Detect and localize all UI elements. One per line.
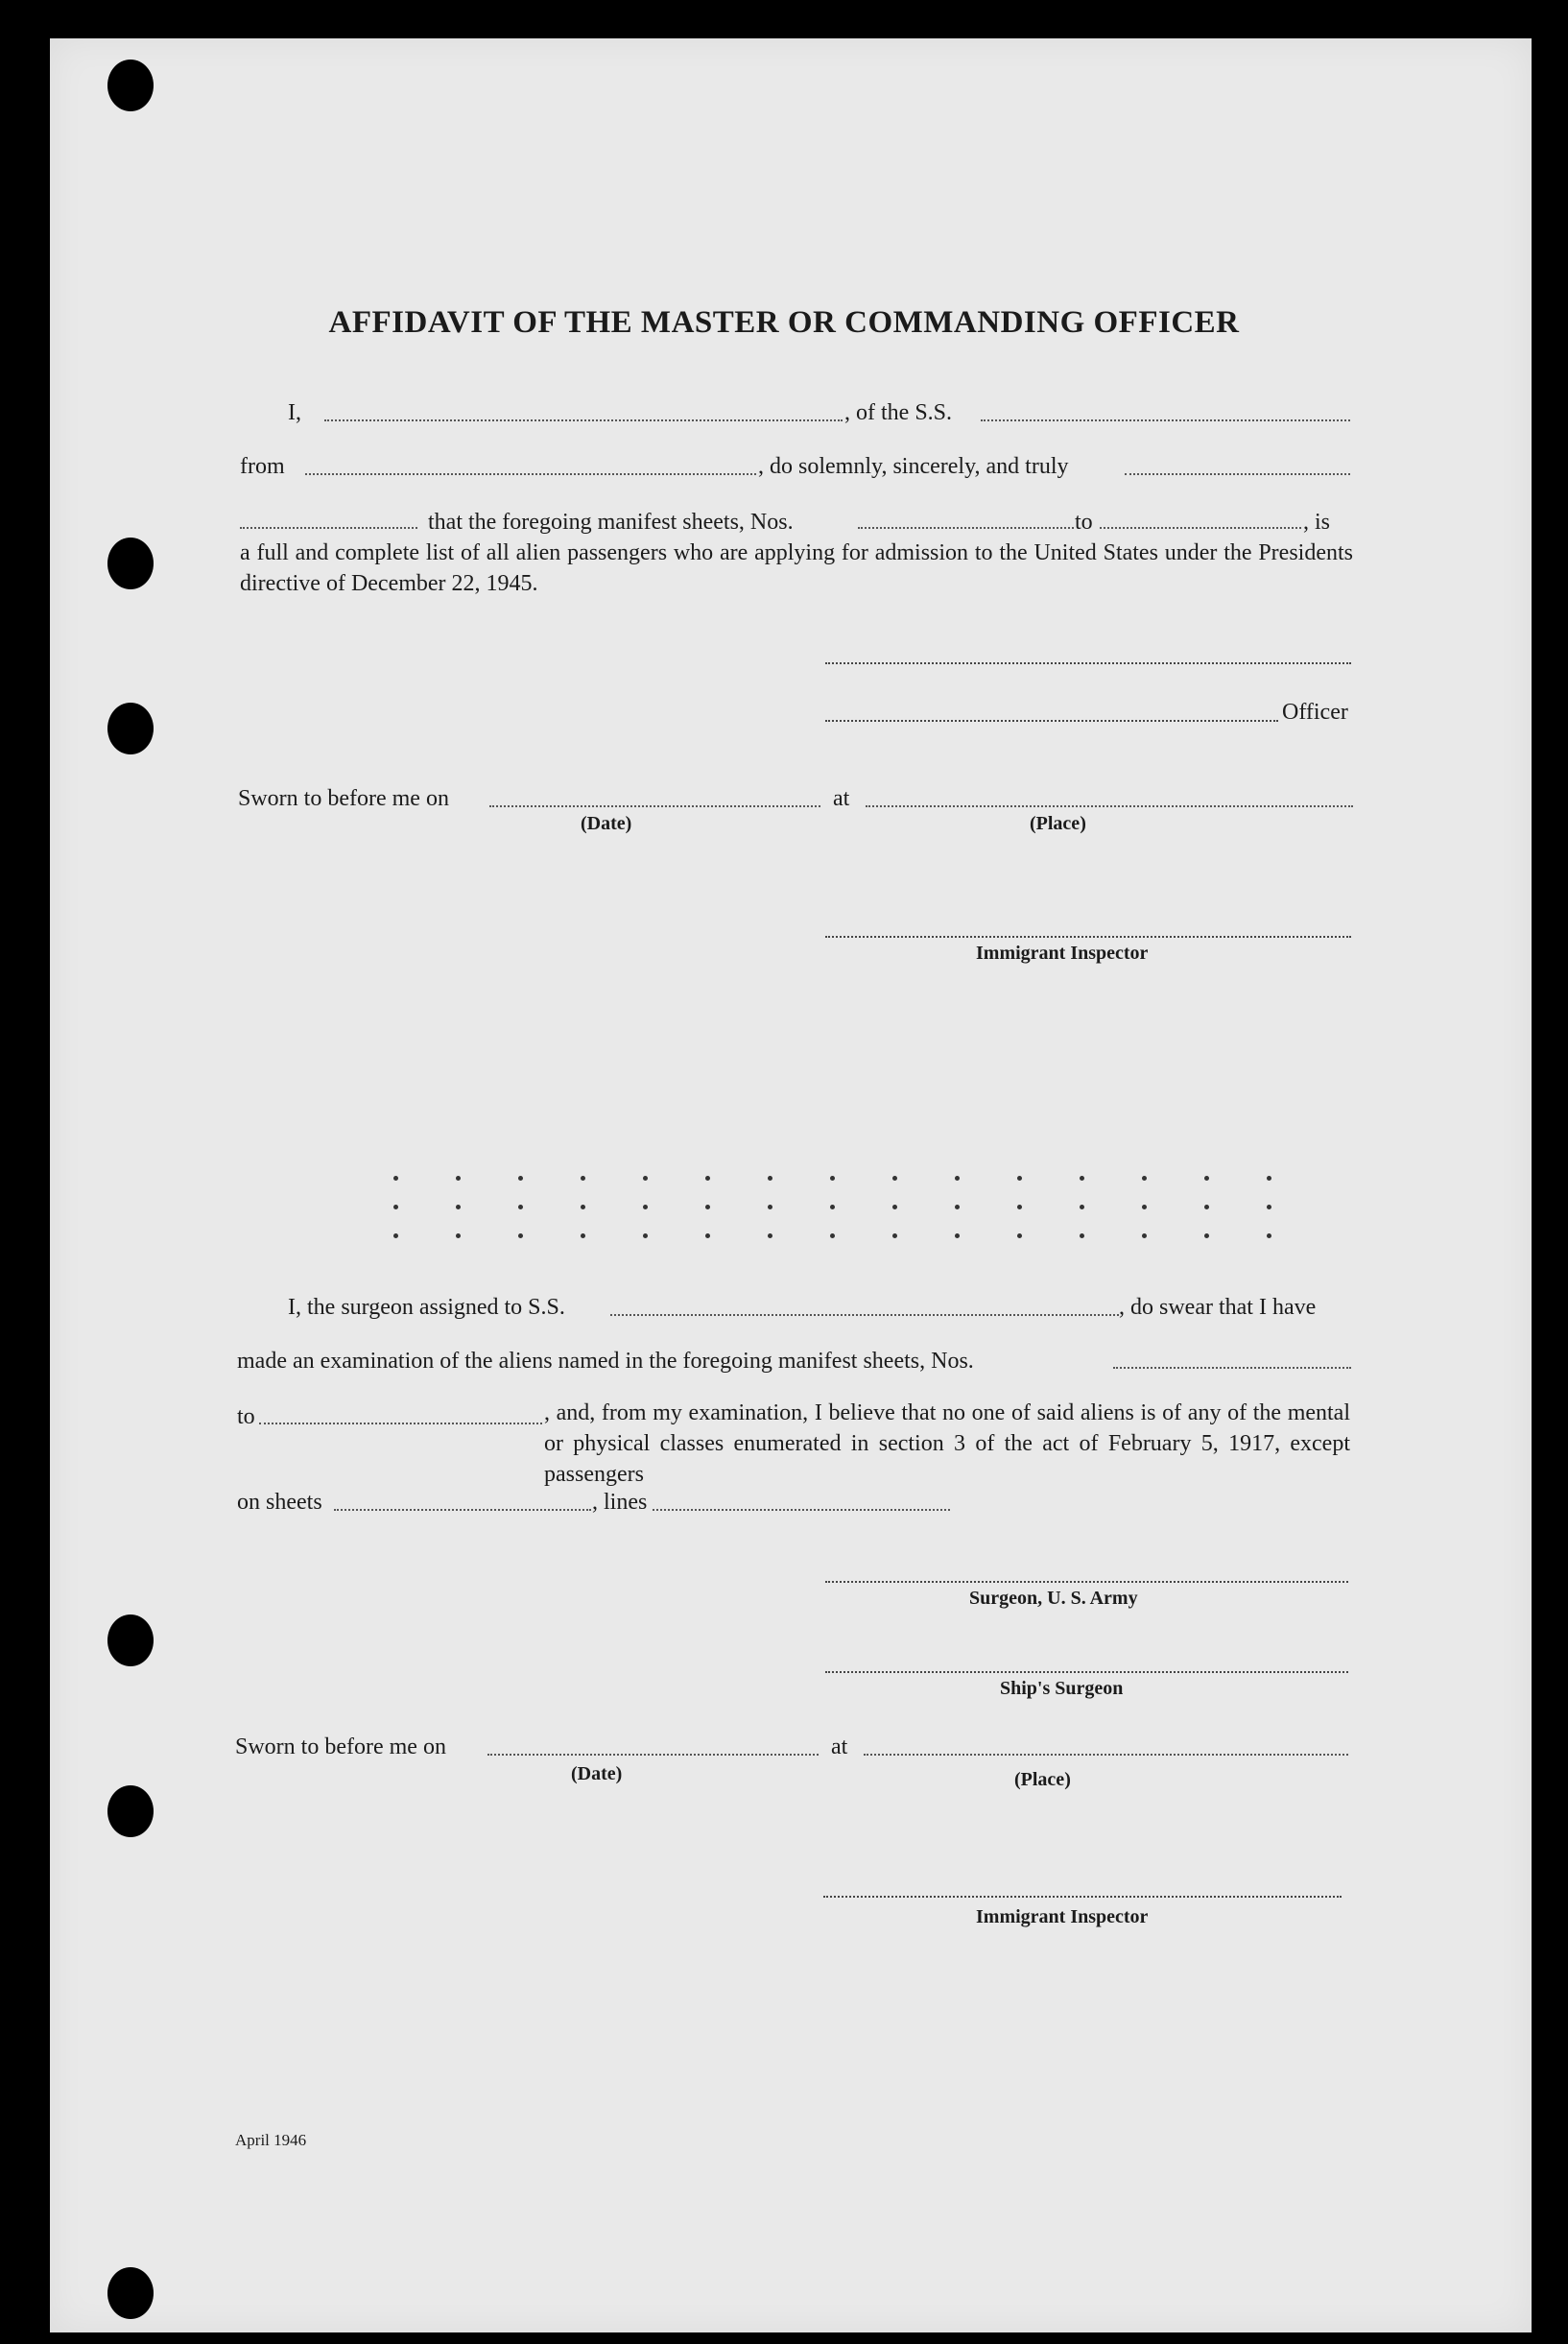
sworn-date-field[interactable] bbox=[489, 805, 820, 807]
surgeon-sworn-label: Sworn to before me on bbox=[235, 1734, 446, 1759]
from-label: from bbox=[240, 454, 285, 479]
inspector-signature-line[interactable] bbox=[825, 936, 1351, 938]
inspector-label: Immigrant Inspector bbox=[976, 943, 1149, 964]
examination-label: made an examination of the aliens named in the foregoing manifest sheets, Nos. bbox=[237, 1349, 974, 1374]
of-ss-label: , of the S.S. bbox=[844, 400, 953, 425]
surgeon-inspector-label: Immigrant Inspector bbox=[976, 1906, 1149, 1927]
surgeon-place-caption: (Place) bbox=[1014, 1769, 1071, 1790]
master-statement: a full and complete list of all alien passengers who are applying for admission to the United States under the Presidents directive of December 22, 1945. bbox=[240, 540, 1353, 596]
punch-hole bbox=[107, 1614, 154, 1666]
sheet-to-field[interactable] bbox=[1100, 527, 1301, 529]
punch-hole bbox=[107, 1785, 154, 1837]
ship-surgeon-label: Ship's Surgeon bbox=[1000, 1678, 1124, 1699]
excepted-sheets-field[interactable] bbox=[334, 1509, 591, 1511]
foregoing-sheets-label: that the foregoing manifest sheets, Nos. bbox=[428, 510, 794, 535]
surgeon-statement: , and, from my examination, I believe that no one of said aliens is of any of the mental or physical classes enumerated in section 3 of the act of February 5, 1917, except passengers bbox=[544, 1400, 1350, 1487]
place-caption: (Place) bbox=[1030, 813, 1086, 834]
ship-surgeon-signature-line[interactable] bbox=[825, 1671, 1348, 1673]
surgeon-at-label: at bbox=[831, 1734, 848, 1759]
officer-signature-line-1[interactable] bbox=[825, 662, 1351, 664]
exam-sheets-to-field[interactable] bbox=[259, 1423, 542, 1424]
sworn-place-field[interactable] bbox=[866, 805, 1353, 807]
surgeon-inspector-signature-line[interactable] bbox=[823, 1896, 1342, 1898]
do-swear-label: , do swear that I have bbox=[1119, 1295, 1317, 1320]
surgeon-intro-label: I, the surgeon assigned to S.S. bbox=[288, 1295, 565, 1320]
form-title: AFFIDAVIT OF THE MASTER OR COMMANDING OFFICER bbox=[328, 305, 1240, 340]
master-i-label: I, bbox=[288, 400, 301, 425]
punch-hole bbox=[107, 2267, 154, 2319]
lines-label: , lines bbox=[592, 1490, 648, 1515]
surgeon-date-caption: (Date) bbox=[571, 1763, 623, 1784]
surgeon-sworn-place-field[interactable] bbox=[864, 1754, 1348, 1756]
is-label: , is bbox=[1303, 510, 1331, 535]
surgeon-to-label: to bbox=[237, 1404, 255, 1429]
army-surgeon-signature-line[interactable] bbox=[825, 1581, 1348, 1583]
form-date-footer: April 1946 bbox=[235, 2131, 307, 2149]
army-surgeon-label: Surgeon, U. S. Army bbox=[969, 1588, 1138, 1609]
punch-hole bbox=[107, 703, 154, 754]
sworn-label: Sworn to before me on bbox=[238, 786, 449, 811]
to-label: to bbox=[1075, 510, 1093, 535]
at-label: at bbox=[833, 786, 850, 811]
officer-signature-line-2[interactable] bbox=[825, 720, 1278, 722]
officer-label: Officer bbox=[1282, 700, 1348, 725]
ship-name-field[interactable] bbox=[981, 419, 1350, 421]
punch-hole bbox=[107, 60, 154, 111]
punch-hole bbox=[107, 538, 154, 589]
surgeon-sworn-date-field[interactable] bbox=[487, 1754, 819, 1756]
oath-word-field[interactable] bbox=[1125, 473, 1350, 475]
bleed-through-dots bbox=[384, 1166, 1286, 1253]
surgeon-ship-field[interactable] bbox=[610, 1314, 1119, 1316]
master-name-field[interactable] bbox=[324, 419, 843, 421]
port-from-field[interactable] bbox=[305, 473, 756, 475]
date-caption: (Date) bbox=[581, 813, 632, 834]
oath-continued-field[interactable] bbox=[240, 527, 417, 529]
on-sheets-label: on sheets bbox=[237, 1490, 322, 1515]
excepted-lines-field[interactable] bbox=[653, 1509, 950, 1511]
sheet-from-field[interactable] bbox=[858, 527, 1074, 529]
solemnly-label: , do solemnly, sincerely, and truly bbox=[758, 454, 1069, 479]
exam-sheets-from-field[interactable] bbox=[1113, 1367, 1351, 1369]
